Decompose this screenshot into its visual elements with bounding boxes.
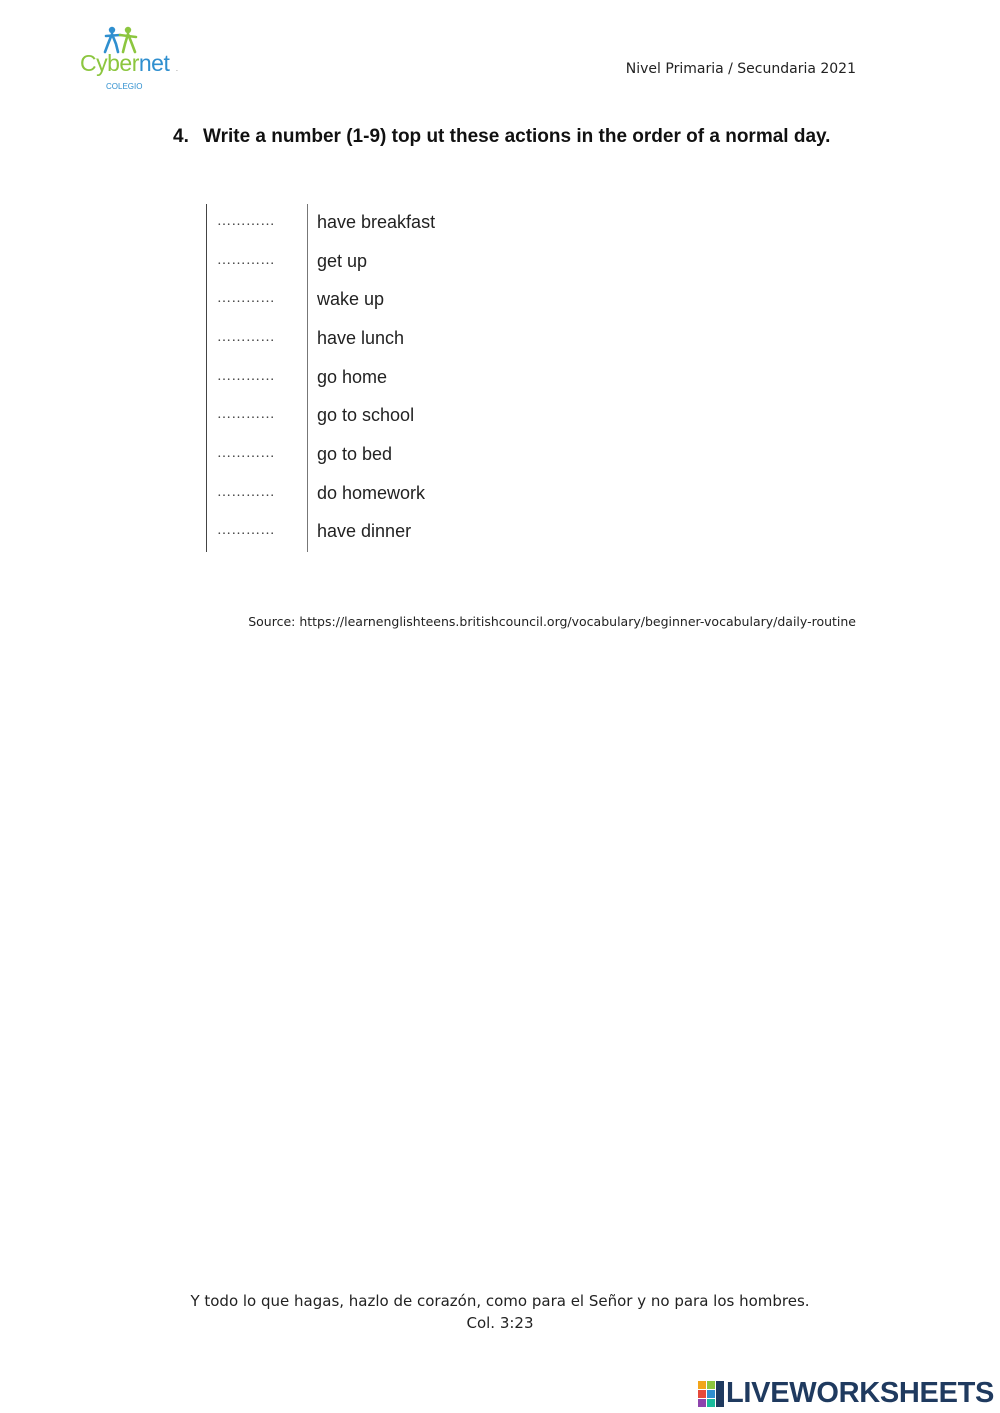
action-row bbox=[207, 513, 507, 551]
answer-blank[interactable]: ………… bbox=[217, 291, 275, 306]
action-label: wake up bbox=[317, 289, 385, 309]
logo-word-part1: Cyber bbox=[80, 50, 139, 76]
action-row bbox=[207, 243, 507, 281]
action-label: get up bbox=[317, 251, 368, 271]
action-label: go to school bbox=[317, 405, 415, 425]
answer-blank[interactable]: ………… bbox=[217, 369, 275, 384]
logo-wordmark bbox=[80, 50, 169, 77]
logo-word-part2: net bbox=[138, 50, 170, 76]
question-text: Write a number (1-9) top ut these actions in the order of a normal day. bbox=[203, 126, 831, 147]
answer-blank[interactable]: ………… bbox=[217, 523, 275, 538]
action-row bbox=[207, 204, 507, 242]
liveworksheets-watermark bbox=[698, 1378, 994, 1410]
question-heading bbox=[173, 122, 863, 151]
verse-reference: Col. 3:23 bbox=[466, 1314, 534, 1332]
footer-verse bbox=[0, 1290, 1000, 1334]
logo-mark: . bbox=[176, 66, 178, 73]
question-number: 4. bbox=[173, 126, 189, 147]
action-row bbox=[207, 397, 507, 435]
level-label: Nivel Primaria / Secundaria 2021 bbox=[625, 61, 856, 77]
actions-table bbox=[206, 204, 507, 552]
action-row bbox=[207, 320, 507, 358]
action-label: go to bed bbox=[317, 444, 393, 464]
answer-blank[interactable]: ………… bbox=[217, 214, 275, 229]
action-label: have lunch bbox=[317, 328, 405, 348]
answer-blank[interactable]: ………… bbox=[217, 446, 275, 461]
action-row bbox=[207, 436, 507, 474]
action-row bbox=[207, 475, 507, 513]
action-row bbox=[207, 281, 507, 319]
answer-blank[interactable]: ………… bbox=[217, 407, 275, 422]
action-label: do homework bbox=[317, 483, 426, 503]
action-label: have dinner bbox=[317, 521, 412, 541]
source-citation: Source: https://learnenglishteens.britishcouncil.org/vocabulary/beginner-vocabulary/daily-routine bbox=[248, 614, 856, 629]
school-logo bbox=[78, 26, 178, 96]
logo-subtitle: COLEGIO bbox=[106, 82, 143, 91]
answer-blank[interactable]: ………… bbox=[217, 253, 275, 268]
watermark-text: LIVEWORKSHEETS bbox=[726, 1377, 995, 1409]
answer-blank[interactable]: ………… bbox=[217, 485, 275, 500]
liveworksheets-logo-icon bbox=[698, 1381, 724, 1407]
verse-text: Y todo lo que hagas, hazlo de corazón, como para el Señor y no para los hombres. bbox=[190, 1292, 810, 1310]
action-row bbox=[207, 359, 507, 397]
action-label: have breakfast bbox=[317, 212, 436, 232]
action-label: go home bbox=[317, 367, 388, 387]
answer-blank[interactable]: ………… bbox=[217, 330, 275, 345]
